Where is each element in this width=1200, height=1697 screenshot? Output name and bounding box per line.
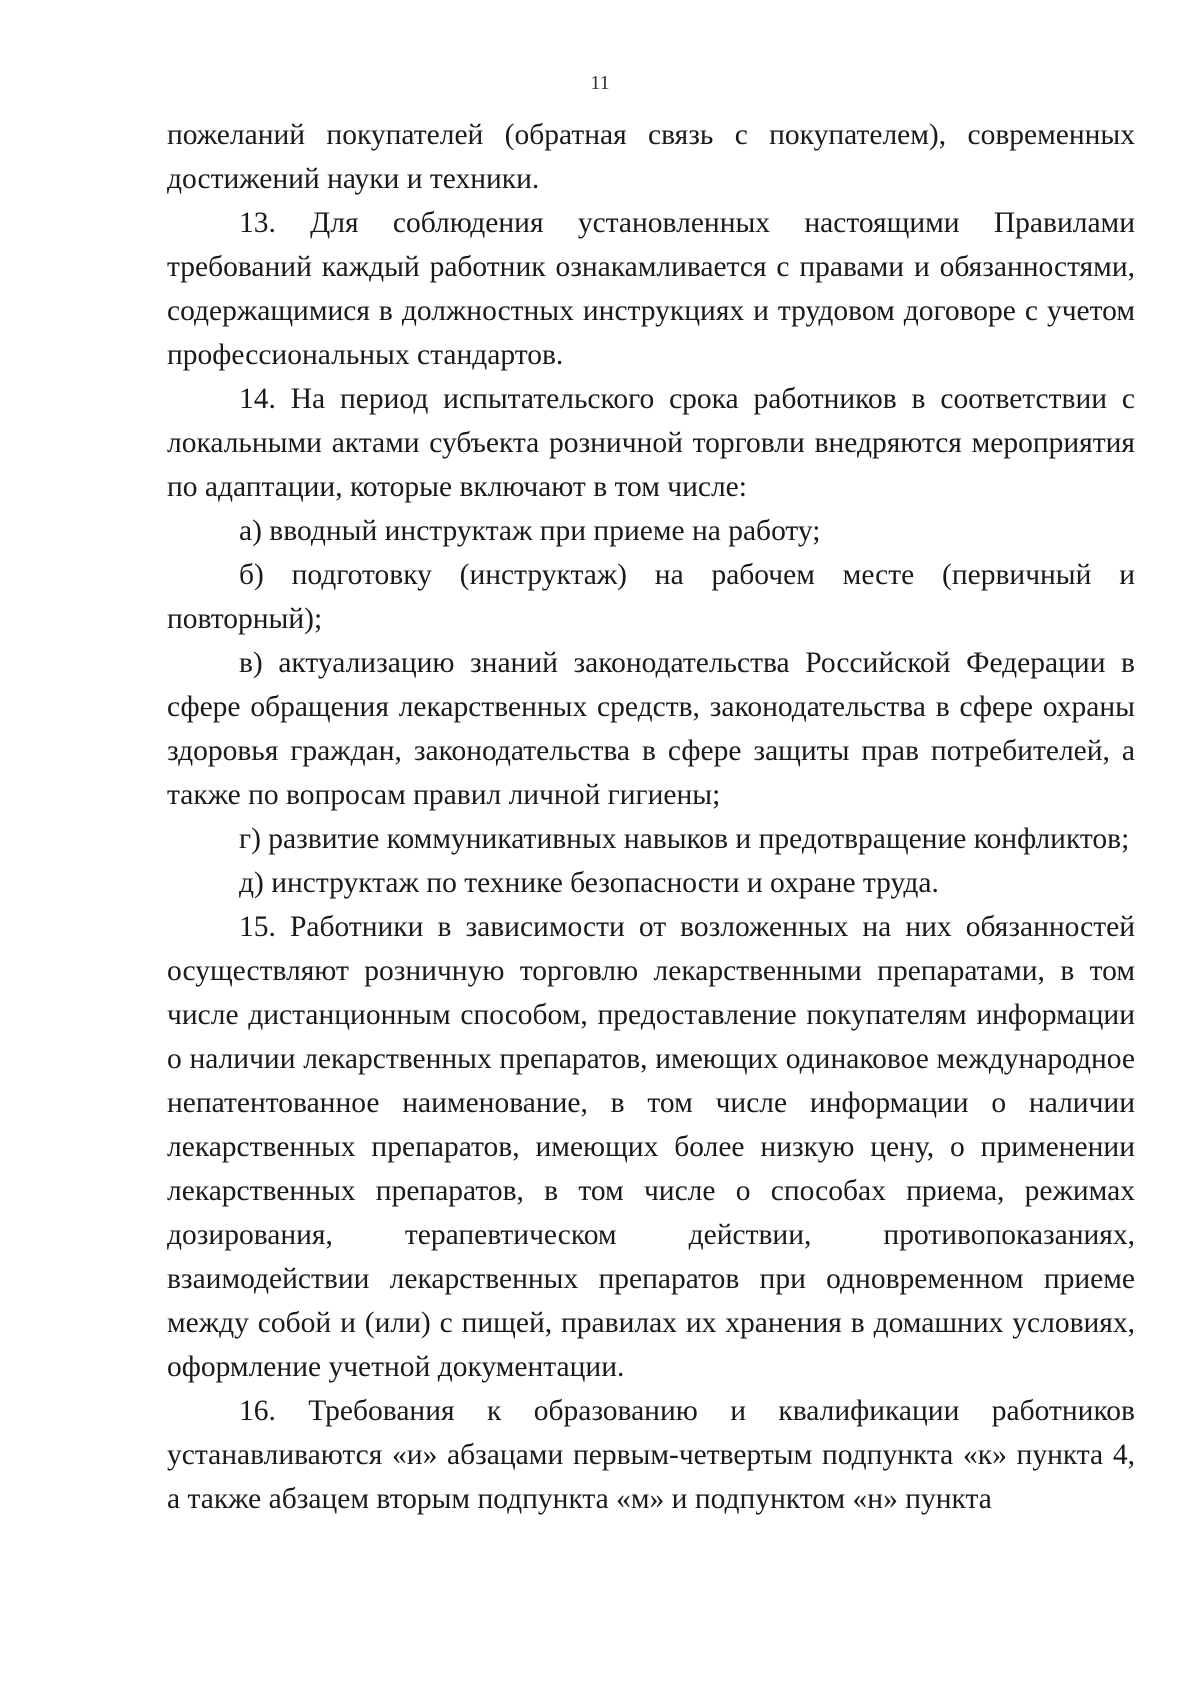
paragraph-13: 13. Для соблюдения установленных настоящими Правилами требований каждый работник ознакамливается с правами и обязанностями, содержащимися в должностных инструкциях и трудовом договоре с учетом профессиональных стандартов. [167,207,1135,371]
list-item-b: б) подготовку (инструктаж) на рабочем месте (первичный и повторный); [167,559,1135,635]
list-item-g: г) развитие коммуникативных навыков и предотвращение конфликтов; [239,823,1130,855]
paragraph-continuation: пожеланий покупателей (обратная связь с покупателем), современных достижений науки и техники. [167,119,1135,195]
list-item-v: в) актуализацию знаний законодательства Российской Федерации в сфере обращения лекарственных средств, законодательства в сфере охраны здоровья граждан, законодательства в сфере защиты прав потребителей, а также по вопросам правил личной гигиены; [167,647,1135,811]
paragraph-16: 16. Требования к образованию и квалификации работников устанавливаются «и» абзацами первым-четвертым подпункта «к» пункта 4, а также абзацем вторым подпункта «м» и подпунктом «н» пункта [167,1395,1135,1515]
paragraph-15: 15. Работники в зависимости от возложенных на них обязанностей осуществляют розничную торговлю лекарственными препаратами, в том числе дистанционным способом, предоставление покупателям информации о наличии лекарственных препаратов, имеющих одинаковое международное непатентованное наименование, в том числе информации о наличии лекарственных препаратов, имеющих более низкую цену, о применении лекарственных препаратов, в том числе о способах приема, режимах дозирования, терапевтическом действии, противопоказаниях, взаимодействии лекарственных препаратов при одновременном приеме между собой и (или) с пищей, правилах их хранения в домашних условиях, оформление учетной документации. [167,911,1135,1383]
document-body [167,113,1135,1521]
paragraph-14: 14. На период испытательского срока работников в соответствии с локальными актами субъекта розничной торговли внедряются мероприятия по адаптации, которые включают в том числе: [167,383,1135,503]
page-number: 11 [590,72,610,94]
list-item-a: а) вводный инструктаж при приеме на работу; [239,515,821,547]
list-item-d: д) инструктаж по технике безопасности и охране труда. [239,867,939,899]
